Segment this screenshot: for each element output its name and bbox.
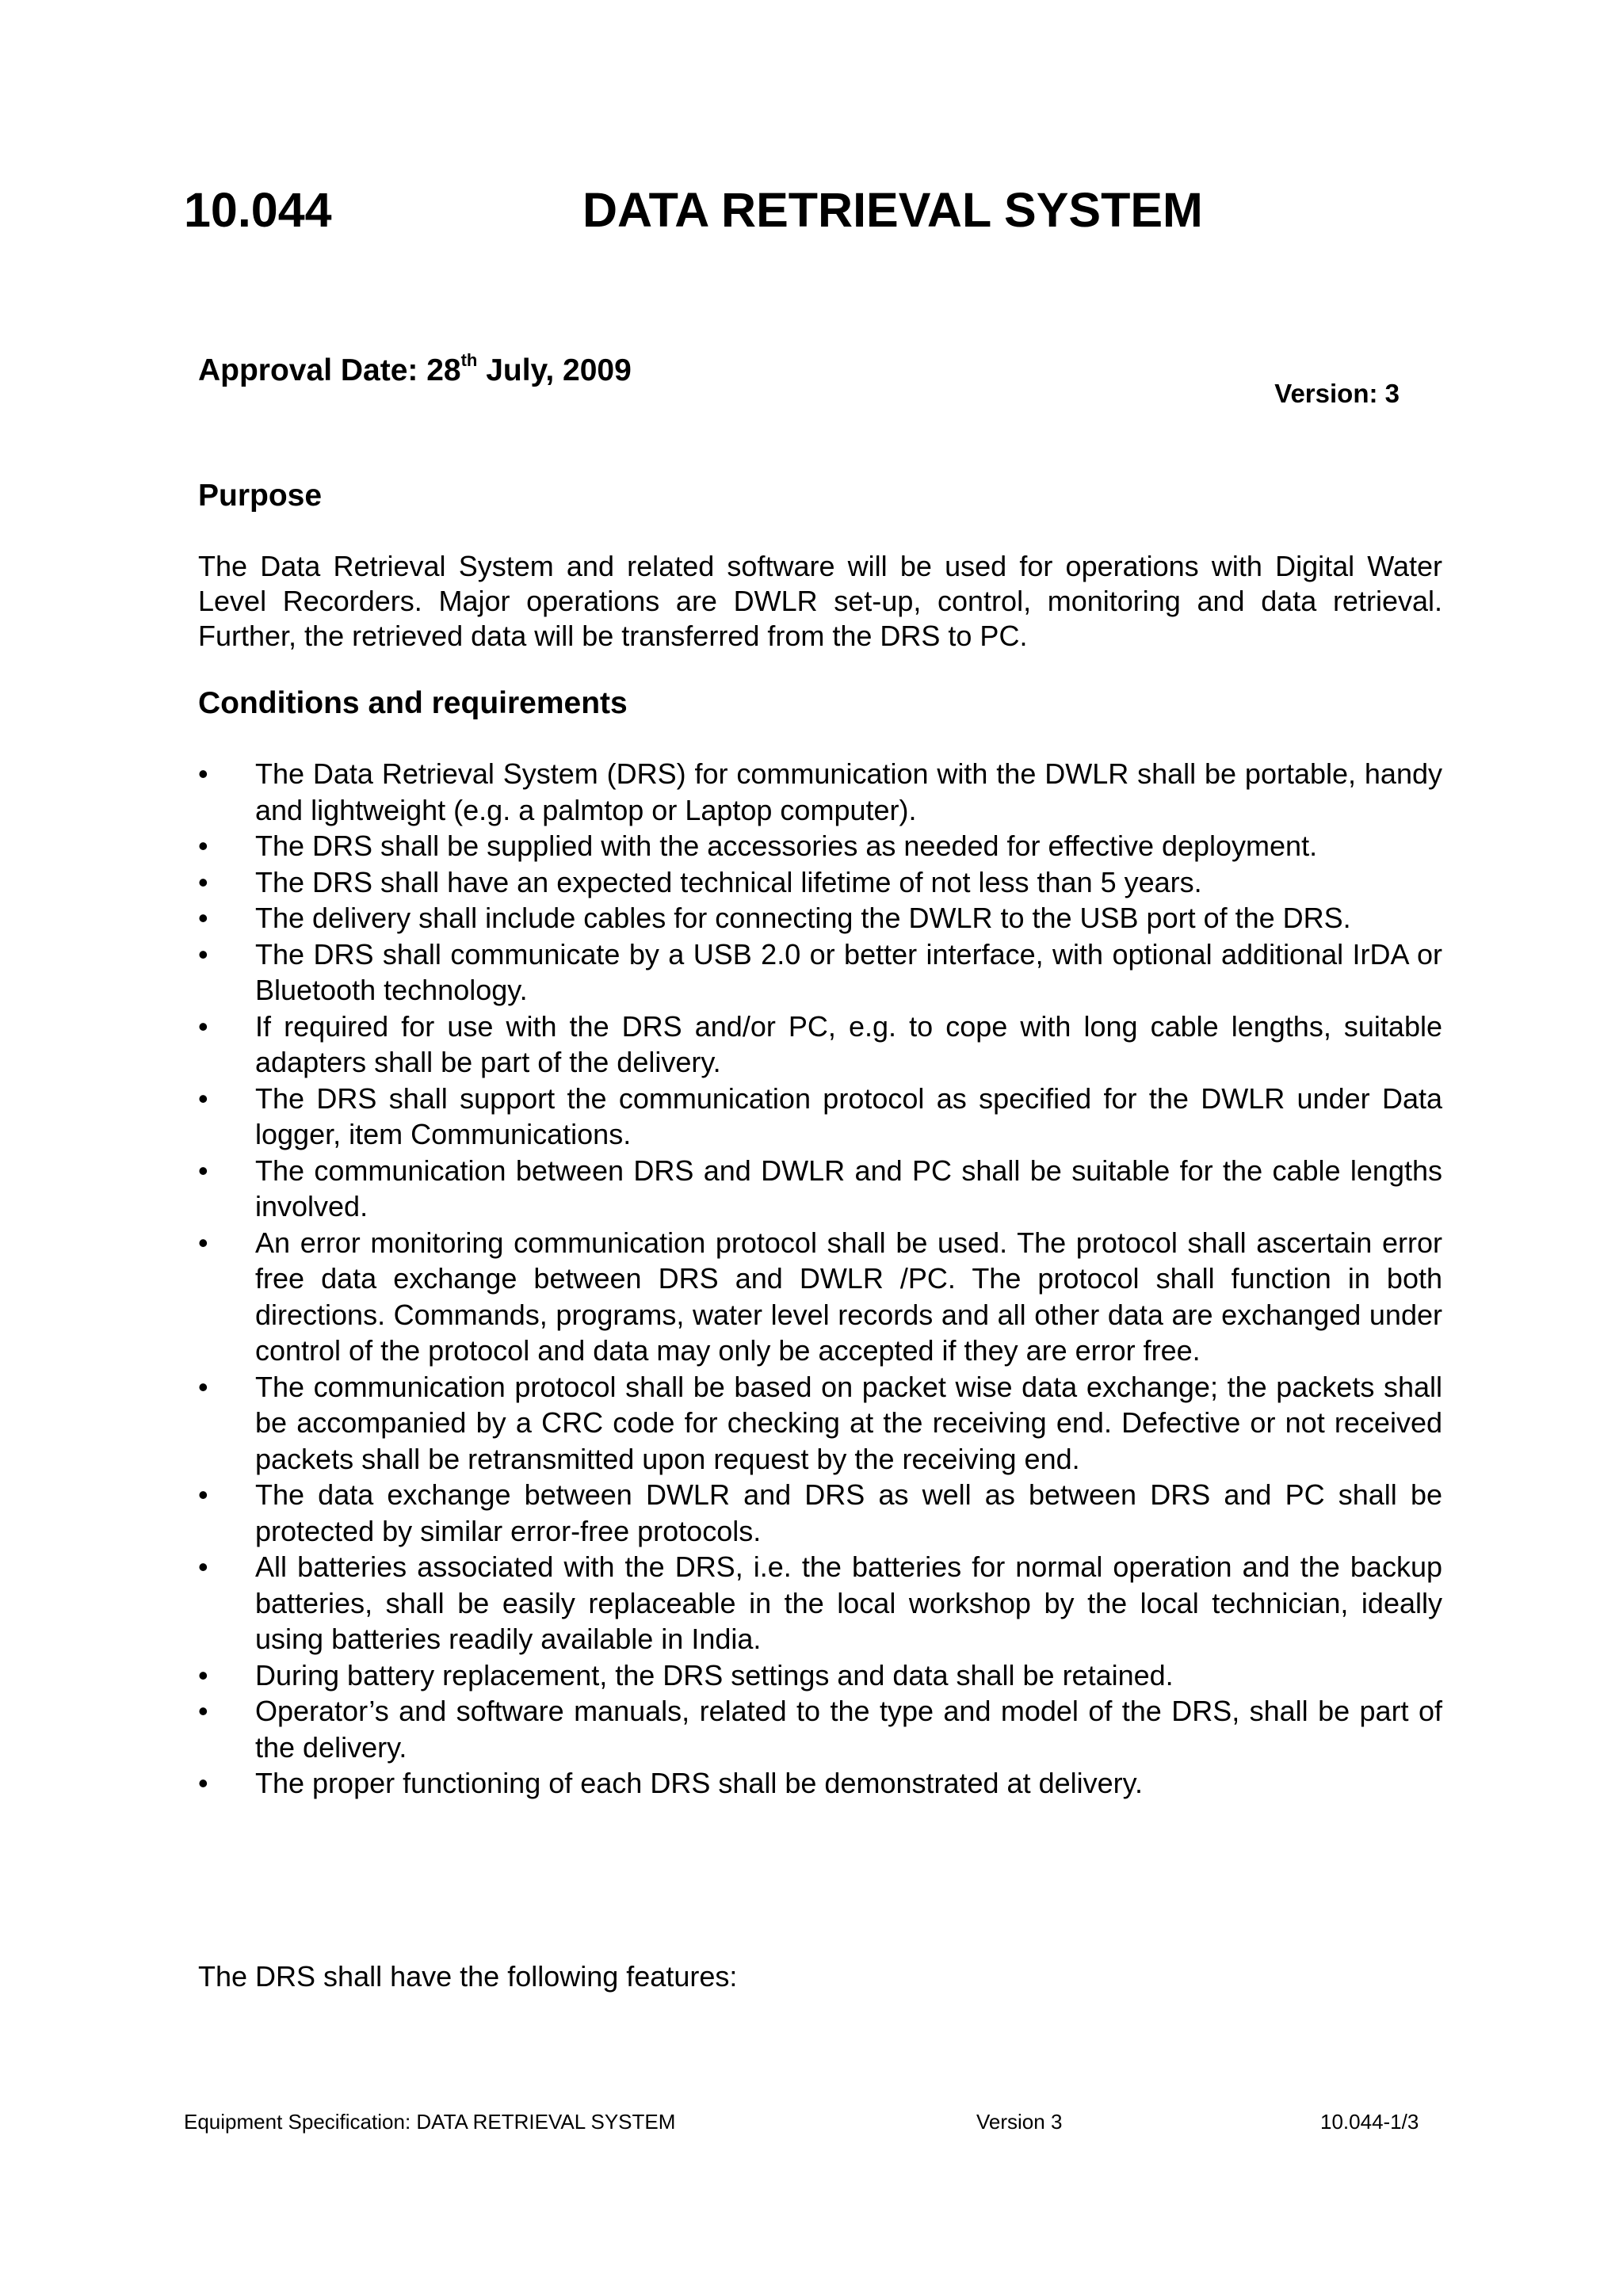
list-item-text: The communication protocol shall be based on packet wise data exchange; the packets shall be accompanied by a CRC code for checking at the receiving end. Defective or not received packets shall be retransmitted upon request by the receiving end.: [255, 1370, 1442, 1475]
footer-version: Version 3: [976, 2110, 1063, 2134]
list-item-text: The Data Retrieval System (DRS) for communication with the DWLR shall be portable, handy and lightweight (e.g. a palmtop or Laptop computer).: [255, 757, 1442, 826]
bullet-icon: •: [198, 1081, 208, 1115]
approval-date-rest: July, 2009: [477, 353, 632, 387]
bullet-icon: •: [198, 937, 208, 971]
list-item: [198, 864, 1442, 901]
features-intro: The DRS shall have the following features:: [198, 1960, 738, 1993]
bullet-icon: •: [198, 1695, 208, 1727]
list-item-text: During battery replacement, the DRS settings and data shall be retained.: [255, 1658, 1174, 1691]
list-item: [198, 900, 1442, 936]
bullet-icon: •: [198, 1550, 208, 1583]
list-item-text: The DRS shall support the communication protocol as specified for the DWLR under Data logger, item Communications.: [255, 1081, 1442, 1150]
bullet-icon: •: [198, 1370, 208, 1403]
list-item-text: The DRS shall be supplied with the accessories as needed for effective deployment.: [255, 830, 1318, 862]
list-item: [198, 1549, 1442, 1657]
bullet-icon: •: [198, 1478, 208, 1511]
list-item-text: The DRS shall communicate by a USB 2.0 or better interface, with optional additional IrDA or Bluetooth technology.: [255, 937, 1442, 1006]
footer-document-name: Equipment Specification: DATA RETRIEVAL SYSTEM: [184, 2110, 676, 2134]
list-item-text: If required for use with the DRS and/or PC, e.g. to cope with long cable lengths, suitable adapters shall be part of the delivery.: [255, 1009, 1442, 1078]
list-item-text: Operator’s and software manuals, related to the type and model of the DRS, shall be part of the delivery.: [255, 1695, 1442, 1764]
list-item-text: The DRS shall have an expected technical lifetime of not less than 5 years.: [255, 865, 1202, 898]
bullet-icon: •: [198, 1767, 208, 1799]
approval-date: [198, 350, 632, 388]
list-item: [198, 1153, 1442, 1225]
list-item-text: The communication between DRS and DWLR and PC shall be suitable for the cable lengths involved.: [255, 1154, 1442, 1222]
list-item: [198, 936, 1442, 1009]
list-item: [198, 1693, 1442, 1765]
bullet-icon: •: [198, 1009, 208, 1043]
list-item: [198, 1657, 1442, 1694]
list-item: [198, 1369, 1442, 1478]
list-item: [198, 1765, 1442, 1802]
bullet-icon: •: [198, 1658, 208, 1691]
section-number: 10.044: [184, 183, 332, 237]
bullet-icon: •: [198, 1226, 208, 1259]
conditions-list: [198, 756, 1442, 1802]
list-item: [198, 1225, 1442, 1369]
list-item-text: The delivery shall include cables for connecting the DWLR to the USB port of the DRS.: [255, 902, 1351, 934]
list-item-text: The data exchange between DWLR and DRS as well as between DRS and PC shall be protected by similar error-free protocols.: [255, 1478, 1442, 1547]
approval-date-label: Approval Date: 28: [198, 353, 461, 387]
bullet-icon: •: [198, 830, 208, 862]
list-item: [198, 1081, 1442, 1153]
bullet-icon: •: [198, 757, 208, 790]
version-label: Version: 3: [1274, 379, 1400, 408]
list-item: [198, 756, 1442, 828]
list-item: [198, 828, 1442, 864]
list-item-text: An error monitoring communication protocol shall be used. The protocol shall ascertain error free data exchange between DRS and DWLR /PC. The protocol shall function in both directions. Commands, programs, water level records and all other data are exchanged under control of the protocol and data may only be accepted if they are error free.: [255, 1226, 1442, 1367]
list-item-text: All batteries associated with the DRS, i.e. the batteries for normal operation and the backup batteries, shall be easily replaceable in the local workshop by the local technician, ideally using batteries readily available in India.: [255, 1550, 1442, 1655]
bullet-icon: •: [198, 865, 208, 898]
purpose-paragraph: The Data Retrieval System and related software will be used for operations with Digital Water Level Recorders. Major operations are DWLR set-up, control, monitoring and data retrieval. Further, the retrieved data will be transferred from the DRS to PC.: [198, 550, 1442, 652]
bullet-icon: •: [198, 902, 208, 934]
approval-date-superscript: th: [460, 350, 478, 370]
list-item-text: The proper functioning of each DRS shall be demonstrated at delivery.: [255, 1767, 1143, 1799]
purpose-heading: Purpose: [198, 479, 323, 513]
list-item: [198, 1009, 1442, 1081]
bullet-icon: •: [198, 1154, 208, 1187]
document-title: DATA RETRIEVAL SYSTEM: [582, 183, 1203, 237]
conditions-heading: Conditions and requirements: [198, 686, 628, 720]
list-item: [198, 1477, 1442, 1549]
footer-page-number: 10.044-1/3: [1320, 2110, 1419, 2134]
